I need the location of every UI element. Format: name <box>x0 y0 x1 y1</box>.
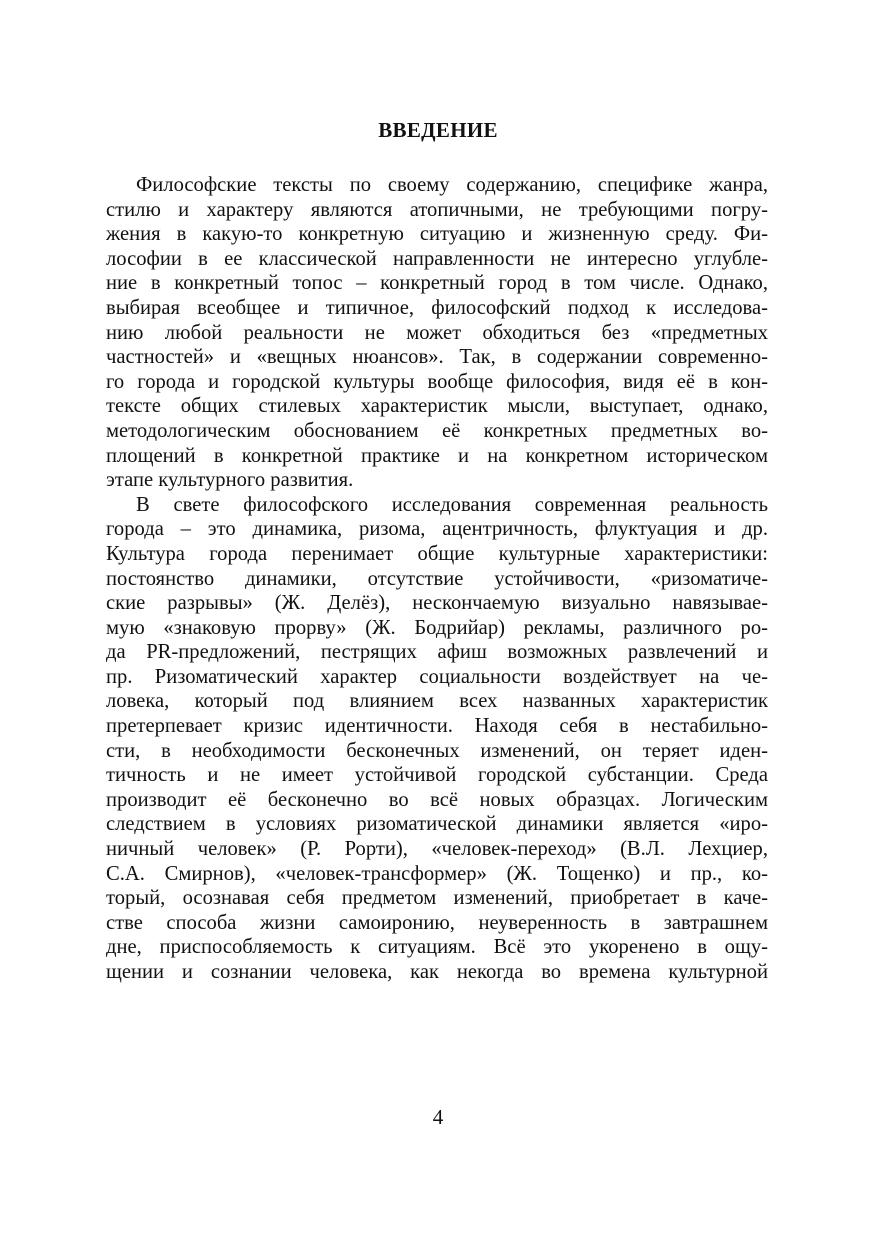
paragraph-2-line: щении и сознании человека, как некогда во времена культурной <box>106 961 768 983</box>
paragraph-2-line: ловека, который под влиянием всех названных характеристик <box>106 690 768 713</box>
paragraph-2-line: следствием в условиях ризоматической динамики является «иро- <box>106 813 768 836</box>
paragraph-2-line: постоянство динамики, отсутствие устойчивости, «ризоматиче- <box>106 567 768 590</box>
paragraph-1-line: этапе культурного развития. <box>106 469 354 492</box>
paragraph-1-line: выбирая всеобщее и типичное, философский подход к исследова- <box>106 296 768 319</box>
paragraph-2-line: да PR-предложений, пестрящих афиш возможных развлечений и <box>106 641 768 664</box>
paragraph-2-line: претерпевает кризис идентичности. Находя себя в нестабильно- <box>106 715 768 738</box>
paragraph-1-line: тексте общих стилевых характеристик мысли, выступает, однако, <box>106 395 768 418</box>
body-text <box>106 173 768 985</box>
paragraph-2-line: ские разрывы» (Ж. Делёз), нескончаемую визуально навязывае- <box>106 592 768 615</box>
paragraph-1-line: частностей» и «вещных нюансов». Так, в содержании современно- <box>106 346 768 369</box>
paragraph-2-line: города – это динамика, ризома, ацентричность, флуктуация и др. <box>106 518 768 541</box>
paragraph-1-line: нию любой реальности не может обходиться без «предметных <box>106 321 768 344</box>
section-heading: ВВЕДЕНИЕ <box>378 118 498 142</box>
paragraph-1-line: го города и городской культуры вообще философия, видя её в кон- <box>106 370 768 393</box>
paragraph-2-line: производит её бесконечно во всё новых образцах. Логическим <box>106 788 768 811</box>
paragraph-1-line: жения в какую-то конкретную ситуацию и жизненную среду. Фи- <box>106 223 768 246</box>
paragraph-2-line: дне, приспособляемость к ситуациям. Всё это укоренено в ощу- <box>106 936 768 959</box>
paragraph-2-line: ничный человек» (Р. Рорти), «человек-переход» (В.Л. Лехциер, <box>106 838 768 861</box>
paragraph-1-line: Философские тексты по своему содержанию, специфике жанра, <box>136 174 768 196</box>
paragraph-1-line: лософии в ее классической направленности не интересно углубле- <box>106 247 768 270</box>
paragraph-1-line: методологическим обоснованием её конкретных предметных во- <box>106 419 768 442</box>
paragraph-2-line: тичность и не имеет устойчивой городской субстанции. Среда <box>106 764 768 787</box>
paragraph-1-line: стилю и характеру являются атопичными, не требующими погру- <box>106 198 768 221</box>
paragraph-2-line: В свете философского исследования современная реальность <box>136 493 768 516</box>
paragraph-2-line: мую «знаковую прорву» (Ж. Бодрийар) рекламы, различного ро- <box>106 616 768 639</box>
paragraph-2-line: сти, в необходимости бесконечных изменений, он теряет иден- <box>106 739 768 762</box>
paragraph-2-line: пр. Ризоматический характер социальности воздействует на че- <box>106 665 768 688</box>
page-number: 4 <box>432 1105 444 1129</box>
paragraph-2-line: Культура города перенимает общие культурные характеристики: <box>106 542 768 565</box>
paragraph-1-line: ние в конкретный топос – конкретный город в том числе. Однако, <box>106 272 768 295</box>
paragraph-2-line: стве способа жизни самоиронию, неуверенность в завтрашнем <box>106 911 768 934</box>
paragraph-1-line: площений в конкретной практике и на конкретном историческом <box>106 444 768 467</box>
paragraph-2-line: С.А. Смирнов), «человек-трансформер» (Ж. Тощенко) и пр., ко- <box>106 862 768 885</box>
paragraph-2-line: торый, осознавая себя предметом изменений, приобретает в каче- <box>106 887 768 910</box>
